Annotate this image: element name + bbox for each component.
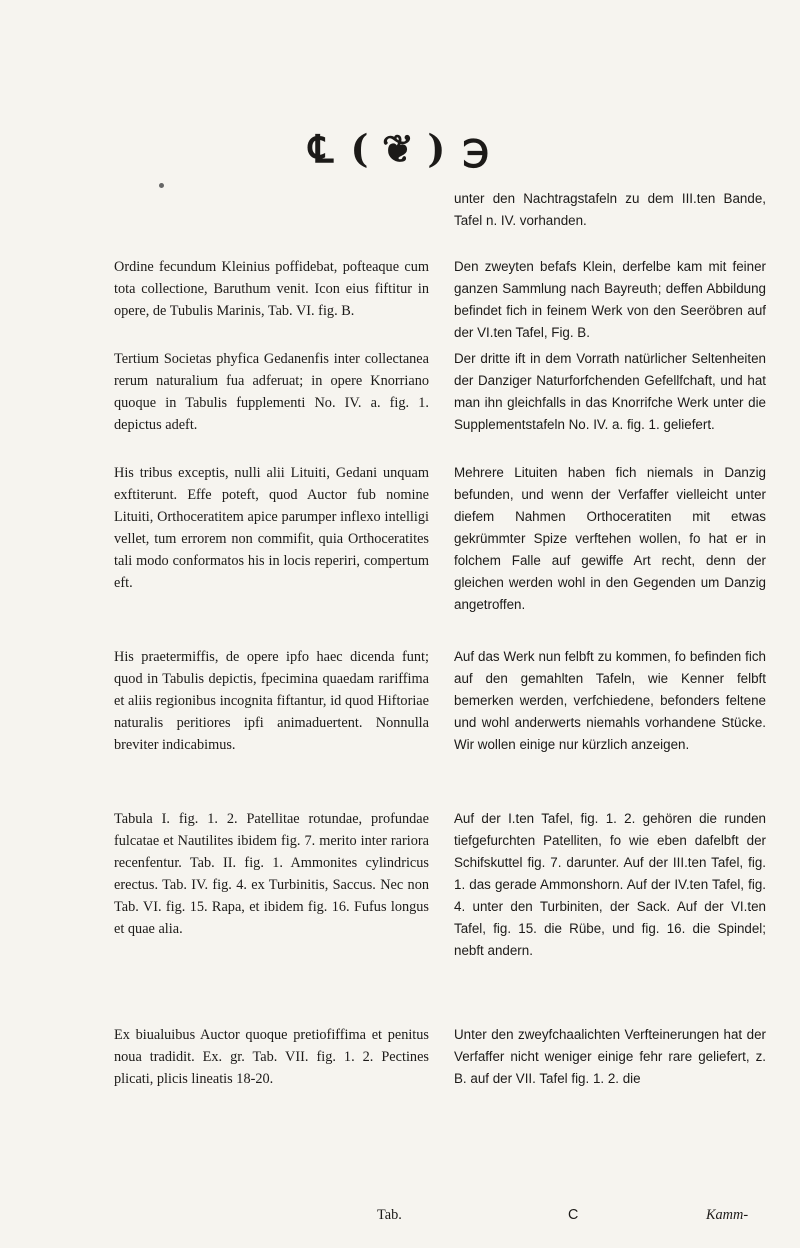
german-paragraph-6 bbox=[454, 1024, 766, 1090]
german-paragraph-1 bbox=[454, 256, 766, 344]
latin-paragraph-6 bbox=[114, 1024, 429, 1090]
latin-paragraph-5 bbox=[114, 808, 429, 940]
german-text-2: Der dritte ift in dem Vorrath natürlicher Seltenheiten der Danziger Naturforfchenden Gefellfchaft, und hat man ihn gleichfalls in das Knorrifche Werk unter die Supplementstafeln No. IV. a. fig. 1. geliefert. bbox=[454, 351, 766, 432]
german-paragraph-5 bbox=[454, 808, 766, 962]
latin-paragraph-1 bbox=[114, 256, 429, 322]
latin-text-1: Ordine fecundum Kleinius poffidebat, pofteaque cum tota collectione, Baruthum venit. Icon eius fiftitur in opere, de Tubulis Marinis, Tab. VI. fig. B. bbox=[114, 259, 429, 319]
latin-paragraph-2 bbox=[114, 348, 429, 436]
page-header-ornament bbox=[0, 124, 800, 174]
german-text-5: Auf der I.ten Tafel, fig. 1. 2. gehören die runden tiefgefurchten Patelliten, fo wie eben dafelbft der Schifskuttel fig. 7. darunter. Auf der III.ten Tafel, fig. 1. das gerade Ammonshorn. Auf der IV.ten Tafel, fig. 4. unter den Turbiniten, der Sack. Auf der VI.ten Tafel, fig. 15. die Rübe, und fig. 16. die Spindel; nebft andern. bbox=[454, 811, 766, 958]
german-catchword: Kamm- bbox=[706, 1207, 749, 1223]
latin-paragraph-4 bbox=[114, 646, 429, 756]
latin-text-5: Tabula I. fig. 1. 2. Patellitae rotundae, profundae fulcatae et Nautilites ibidem fig. 7. merito inter rariora recenfentur. Tab. II. fig. 1. Ammonites cylindricus erectus. Tab. IV. fig. 4. ex Turbinitis, Saccus. Nec non Tab. VI. fig. 15. Rapa, et ibidem fig. 16. Fufus longus et quae alia. bbox=[114, 811, 429, 937]
latin-text-4: His praetermiffis, de opere ipfo haec dicenda funt; quod in Tabulis depictis, fpecimina quaedam rariffima et aliis regionibus incognita fiftantur, id quod Hiftoriae naturalis peritiores ipfi animaduertent. Nonnulla breviter indicabimus. bbox=[114, 649, 429, 753]
german-paragraph-3 bbox=[454, 462, 766, 616]
signature-mark: C bbox=[568, 1207, 579, 1223]
german-intro-paragraph bbox=[454, 188, 766, 232]
german-paragraph-4 bbox=[454, 646, 766, 756]
latin-catchword: Tab. bbox=[377, 1207, 402, 1223]
ink-speck bbox=[159, 183, 164, 188]
german-text-4: Auf das Werk nun felbft zu kommen, fo befinden fich auf den gemahlten Tafeln, wie Kenner felbft bemerken werden, verfchiedene, befonders feltene und wohl anderwerts niemahls vorhandene Stücke. Wir wollen einige nur kürzlich anzeigen. bbox=[454, 649, 766, 752]
german-paragraph-2 bbox=[454, 348, 766, 436]
latin-text-6: Ex biualuibus Auctor quoque pretiofiffima et penitus noua tradidit. Ex. gr. Tab. VII. fig. 1. 2. Pectines plicati, plicis lineatis 18-20. bbox=[114, 1027, 429, 1087]
german-text-1: Den zweyten befafs Klein, derfelbe kam mit feiner ganzen Sammlung nach Bayreuth; deffen Abbildung befindet fich in feinem Werk von den Seeröbren auf der VI.ten Tafel, Fig. B. bbox=[454, 259, 766, 340]
latin-text-3: His tribus exceptis, nulli alii Lituiti, Gedani unquam exftiterunt. Effe poteft, quod Auctor fub nomine Lituiti, Orthoceratitem apice parumper inflexo intelligi vellet, tum errorem non commifit, quia Orthoceratites tali modo conformatos his in locis reperiri, compertum eft. bbox=[114, 465, 429, 591]
german-intro-text: unter den Nachtragstafeln zu dem III.ten Bande, Tafel n. IV. vorhanden. bbox=[454, 191, 766, 228]
german-text-3: Mehrere Lituiten haben fich niemals in Danzig befunden, und wenn der Verfaffer vielleicht unter diefem Nahmen Orthoceratiten mit etwas gekrümmter Spize verftehen wollen, fo hat er in folchem Falle auf gewiffe Art recht, denn der gleichen werden wohl in den Gegenden um Danzig angetroffen. bbox=[454, 465, 766, 612]
latin-text-2: Tertium Societas phyfica Gedanenfis inter collectanea rerum naturalium fua adferuat; in opere Knorriano quoque in Tabulis fupplementi No. IV. a. fig. 1. depictus adeft. bbox=[114, 351, 429, 433]
header-emblem-icon: ❦ bbox=[382, 126, 416, 171]
latin-paragraph-3 bbox=[114, 462, 429, 594]
header-left-ornament: ℄ ( bbox=[308, 126, 371, 171]
german-text-6: Unter den zweyfchaalichten Verfteinerungen hat der Verfaffer nicht weniger einige fehr rare geliefert, z. B. auf der VII. Tafel fig. 1. 2. die bbox=[454, 1027, 766, 1086]
header-right-ornament: ) ℈ bbox=[427, 126, 492, 171]
